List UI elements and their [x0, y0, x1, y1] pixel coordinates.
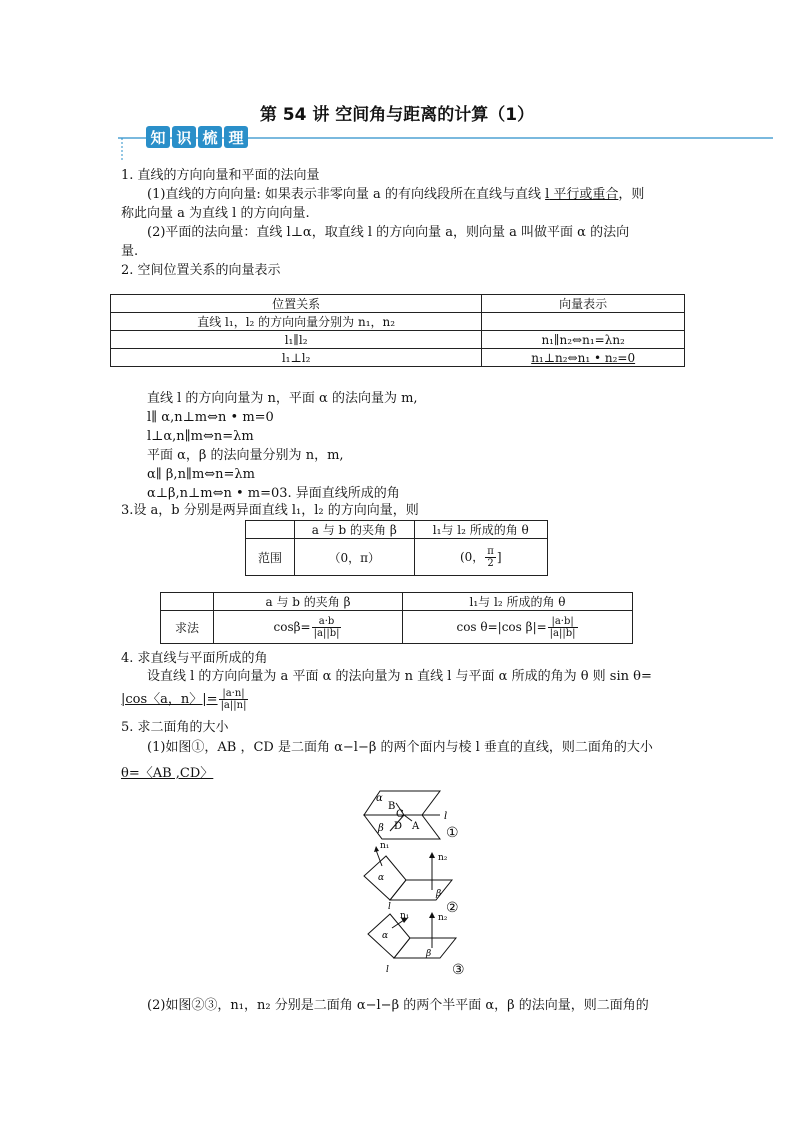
figure-label: n₂ [438, 853, 448, 863]
table-cell: n₁∥n₂⇔n₁=λn₂ [482, 331, 685, 349]
table-header: l₁与 l₂ 所成的角 θ [414, 521, 547, 539]
relation-line: l⊥α,n∥m⇔n=λm [147, 429, 254, 444]
angle-range-table [245, 520, 548, 576]
figure-label: n₁ [380, 841, 390, 851]
table-cell: n₁⊥n₂⇔n₁ • n₂=0 [482, 349, 685, 367]
section4-heading: 4. 求直线与平面所成的角 [121, 651, 268, 666]
section5-heading: 5. 求二面角的大小 [121, 720, 229, 735]
table-cell: (0， $\frac{\pi}{2}$ ] [414, 539, 547, 576]
figure-label: β [378, 823, 384, 834]
table-cell [482, 313, 685, 331]
figure-label: α [378, 873, 385, 883]
row-label: 范围 [246, 539, 295, 576]
row-label: 求法 [161, 611, 214, 644]
section2-heading: 2. 空间位置关系的向量表示 [121, 263, 281, 278]
banner-char: 知 [150, 129, 166, 147]
table-cell: l₁∥l₂ [111, 331, 482, 349]
position-relation-table [110, 294, 685, 367]
section5-theta-formula: θ=〈AB ,CD〉 [121, 766, 214, 781]
relation-line: l∥ α,n⊥m⇔n • m=0 [147, 410, 274, 425]
figure-label: n₂ [438, 913, 448, 923]
figure-label: α [376, 793, 383, 804]
figure-label: l [386, 965, 389, 975]
angle-method-table [160, 592, 633, 644]
section3-intro: 3.设 a，b 分别是两异面直线 l₁，l₂ 的方向向量，则 [121, 503, 419, 518]
figure-label: β [436, 889, 442, 899]
section5-paragraph1: (1)如图①，AB ，CD 是二面角 α−l−β 的两个面内与棱 l 垂直的直线，则二面角的大小 [147, 740, 653, 755]
table-cell: 直线 l₁，l₂ 的方向向量分别为 n₁，n₂ [111, 313, 482, 331]
table-cell: （0，π） [295, 539, 415, 576]
relation-line: α∥ β,n∥m⇔n=λm [147, 467, 255, 482]
table-cell: l₁⊥l₂ [111, 349, 482, 367]
figure-label: D [394, 821, 403, 832]
figure-label: l [388, 902, 391, 910]
section-banner [118, 124, 778, 164]
section1-paragraph2: (2)平面的法向量：直线 l⊥α，取直线 l 的方向向量 a，则向量 a 叫做平面 α 的法向 [147, 225, 630, 240]
figure-label: n₁ [400, 911, 410, 921]
section4-line2: |cos〈a，n〉|= $\frac{|a\cdot n|}{|a||n|}$ [121, 688, 247, 711]
section1-paragraph1: (1)直线的方向向量: 如果表示非零向量 a 的有向线段所在直线与直线 l 平行或重合，则 [147, 187, 645, 202]
figure-label: α [382, 931, 389, 941]
section1-heading: 1. 直线的方向向量和平面的法向量 [121, 168, 320, 183]
banner-char: 理 [228, 129, 244, 147]
section1-paragraph1-cont: 称此向量 a 为直线 l 的方向向量. [121, 206, 310, 221]
figure-label: C [396, 809, 404, 820]
banner-char: 识 [176, 129, 192, 147]
figure-3-dihedral-normals [364, 906, 464, 976]
relation-line: 平面 α，β 的法向量分别为 n，m, [147, 448, 344, 463]
figure-label: B [388, 801, 396, 812]
relation-line: 直线 l 的方向向量为 n，平面 α 的法向量为 m, [147, 391, 418, 406]
table-header: 向量表示 [482, 295, 685, 313]
figure-label: l [444, 811, 448, 822]
page-title: 第 54 讲 空间角与距离的计算（1） [259, 105, 535, 125]
section4-line1: 设直线 l 的方向向量为 a 平面 α 的法向量为 n 直线 l 与平面 α 所成的角为 θ 则 sin θ= [147, 669, 652, 684]
section5-paragraph2: (2)如图②③，n₁，n₂ 分别是二面角 α−l−β 的两个半平面 α，β 的法向量，则二面角的 [147, 998, 649, 1013]
table-header: 位置关系 [111, 295, 482, 313]
relation-line: α⊥β,n⊥m⇔n • m=03. 异面直线所成的角 [147, 486, 400, 501]
section1-paragraph2-cont: 量. [121, 244, 139, 259]
figure-3-marker: ③ [452, 962, 465, 978]
figure-2-marker: ② [446, 900, 459, 916]
figure-2-dihedral-normals [360, 840, 460, 910]
figure-label: β [426, 949, 432, 959]
figure-label: A [412, 821, 420, 832]
table-header: l₁与 l₂ 所成的角 θ [403, 593, 633, 611]
table-header: a 与 b 的夹角 β [295, 521, 415, 539]
table-header: a 与 b 的夹角 β [214, 593, 403, 611]
figure-1-marker: ① [446, 825, 459, 841]
table-cell: cos θ=|cos β|= $\frac{|a\cdot b|}{|a||b|}$ [403, 611, 633, 644]
banner-char: 梳 [202, 129, 218, 147]
table-cell: cosβ= $\frac{a\cdot b}{|a||b|}$ [214, 611, 403, 644]
